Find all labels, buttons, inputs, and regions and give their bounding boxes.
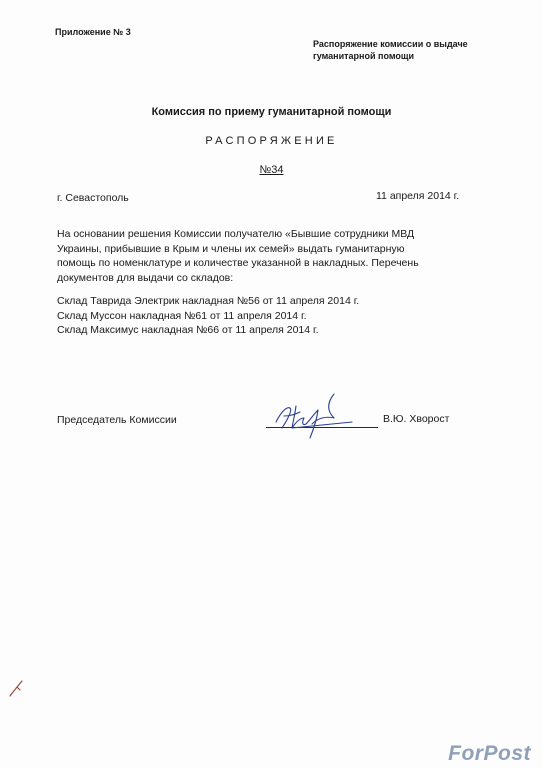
body-line: Украины, прибывшие в Крым и члены их семей» выдать гуманитарную xyxy=(57,242,405,255)
commission-title: Комиссия по приему гуманитарной помощи xyxy=(151,106,392,118)
warehouse-item: Склад Муссон накладная №61 от 11 апреля 2014 г. xyxy=(57,309,307,322)
handwritten-signature xyxy=(262,388,362,448)
document-type-heading: РАСПОРЯЖЕНИЕ xyxy=(205,135,338,147)
header-note xyxy=(313,38,468,62)
signatory-name: В.Ю. Хворост xyxy=(383,413,450,425)
appendix-label: Приложение № 3 xyxy=(55,27,131,37)
city-label: г. Севастополь xyxy=(57,192,129,204)
warehouse-item: Склад Таврида Электрик накладная №56 от 11 апреля 2014 г. xyxy=(57,295,360,307)
body-line: помощь по номенклатуре и количестве указанной в накладных. Перечень xyxy=(57,257,419,269)
signatory-role: Председатель Комиссии xyxy=(57,414,177,426)
header-note-line: гуманитарной помощи xyxy=(313,51,415,61)
stray-pen-mark xyxy=(8,678,26,698)
warehouse-list xyxy=(57,294,359,338)
document-number: №34 xyxy=(259,164,284,176)
document-date: 11 апреля 2014 г. xyxy=(376,190,460,202)
body-paragraph xyxy=(57,227,419,285)
body-line: документов для выдачи со складов: xyxy=(57,271,234,284)
body-line: На основании решения Комиссии получателю «Бывшие сотрудники МВД xyxy=(57,228,415,240)
warehouse-item: Склад Максимус накладная №66 от 11 апреля 2014 г. xyxy=(57,324,319,336)
header-note-line: Распоряжение комиссии о выдаче xyxy=(313,39,468,49)
forpost-watermark: ForPost xyxy=(448,742,531,765)
